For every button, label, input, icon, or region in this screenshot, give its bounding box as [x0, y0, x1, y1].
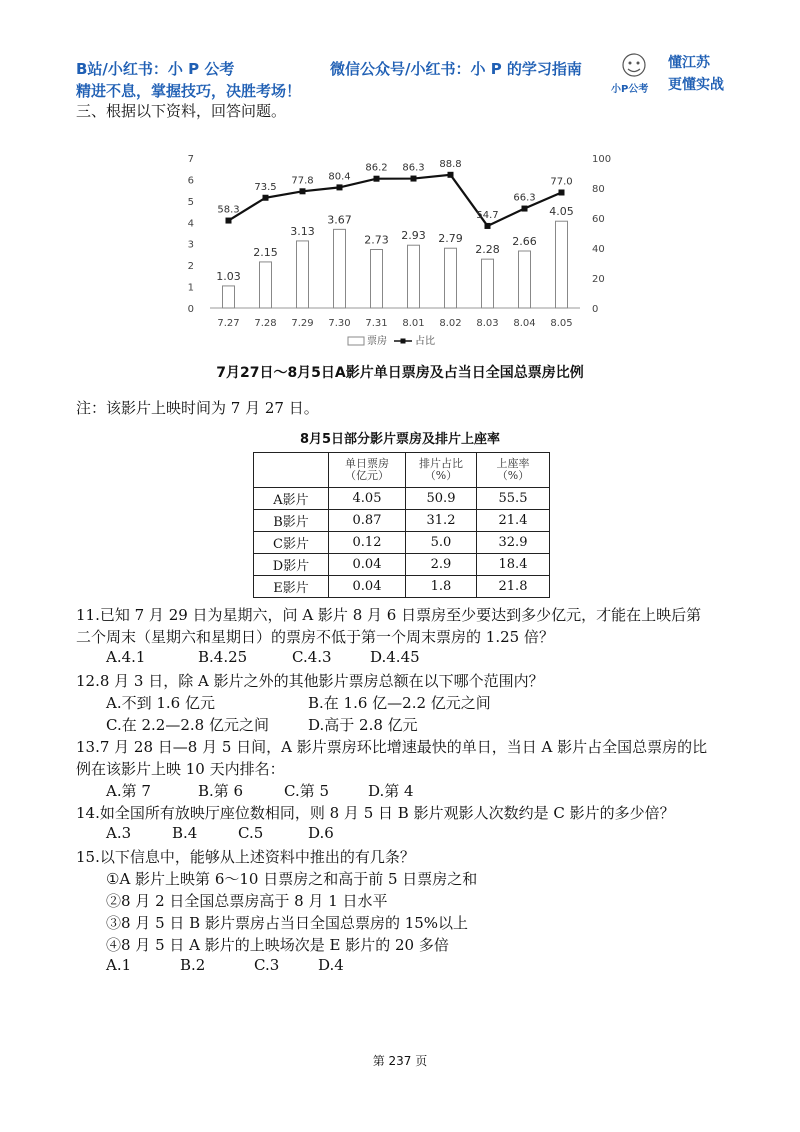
table-cell: 0.04 [329, 576, 406, 598]
option-d: D.高于 2.8 亿元 [308, 716, 418, 734]
bar-data-label: 2.93 [401, 229, 426, 243]
line-point [411, 176, 417, 182]
note-text: 注：该影片上映时间为 7 月 27 日。 [76, 399, 319, 417]
line-point [485, 223, 491, 229]
line-point [337, 184, 343, 190]
legend-bar-label: 票房 [367, 336, 387, 347]
right-tick-label: 0 [592, 304, 599, 315]
table-header-row [254, 453, 550, 488]
x-tick-label: 8.01 [402, 318, 425, 329]
line-data-label: 73.5 [254, 181, 277, 193]
table-row [254, 576, 550, 598]
option-c: C.第 5 [284, 782, 330, 800]
option-c: C.4.3 [292, 648, 332, 666]
option-b: B.2 [180, 956, 206, 974]
line-data-label: 58.3 [217, 204, 240, 216]
q13-text-line2: 例在该影片上映 10 天内排名： [76, 760, 285, 778]
table-cell: 1.8 [406, 576, 477, 598]
bar [371, 250, 383, 309]
line-data-label: 77.0 [550, 176, 573, 188]
option-b: B.4 [172, 824, 198, 842]
line-point [374, 176, 380, 182]
q11-text-line2: 二个周末（星期六和星期日）的票房不低于第一个周末票房的 1.25 倍？ [76, 628, 554, 646]
table-row [254, 488, 550, 510]
q15-item-1: ①A 影片上映第 6～10 日票房之和高于前 5 日票房之和 [106, 870, 478, 888]
legend-line-marker [401, 339, 406, 344]
line-point [559, 190, 565, 196]
bar-data-label: 2.73 [364, 233, 389, 247]
option-d: D.第 4 [368, 782, 414, 800]
q14-text-line1: 14.如全国所有放映厅座位数相同，则 8 月 5 日 B 影片观影人次数约是 C 影片的多少倍？ [76, 804, 675, 822]
x-tick-label: 8.02 [439, 318, 462, 329]
x-tick-label: 7.29 [291, 318, 314, 329]
legend-bar-swatch [348, 337, 364, 345]
right-tick-label: 40 [592, 244, 605, 255]
line-point [263, 195, 269, 201]
left-tick-label: 0 [187, 304, 194, 315]
table-cell: B影片 [254, 510, 329, 532]
bar [223, 286, 235, 308]
x-tick-label: 8.04 [513, 318, 536, 329]
bar-data-label: 3.67 [327, 213, 352, 227]
right-tick-label: 100 [592, 154, 612, 165]
right-tick-label: 20 [592, 274, 605, 285]
table-cell: E影片 [254, 576, 329, 598]
option-b: B.4.25 [198, 648, 248, 666]
bar [556, 221, 568, 308]
data-table [253, 452, 550, 598]
option-c: C.5 [238, 824, 264, 842]
left-tick-label: 2 [187, 261, 194, 273]
series-line [229, 175, 562, 226]
header-cell [254, 453, 329, 488]
table-cell: C影片 [254, 532, 329, 554]
bar-data-label: 2.28 [475, 243, 500, 257]
table-row [254, 554, 550, 576]
option-a: A.第 7 [106, 782, 151, 800]
line-data-label: 88.8 [439, 158, 462, 170]
logo-text-line2: 更懂实战 [668, 77, 724, 93]
x-tick-label: 7.31 [365, 318, 388, 329]
table-title: 8月5日部分影片票房及排片上座率 [299, 432, 501, 447]
line-data-label: 54.7 [476, 209, 499, 221]
option-b: B.在 1.6 亿—2.2 亿元之间 [308, 694, 491, 712]
q15-text-line1: 15.以下信息中，能够从上述资料中推出的有几条？ [76, 848, 415, 866]
table-cell: 0.12 [329, 532, 406, 554]
right-tick-label: 60 [592, 214, 605, 225]
header-left-line2: 精进不息，掌握技巧，决胜考场！ [76, 82, 302, 100]
line-data-label: 86.3 [402, 162, 425, 174]
left-tick-label: 3 [187, 239, 194, 251]
bar [482, 259, 494, 308]
left-tick-label: 7 [187, 154, 194, 165]
line-data-label: 80.4 [328, 171, 351, 183]
header-cell: 上座率 （%） [477, 453, 550, 488]
header-cell: 单日票房 （亿元） [329, 453, 406, 488]
bar-data-label: 2.15 [253, 245, 278, 259]
table-cell: 0.87 [329, 510, 406, 532]
option-b: B.第 6 [198, 782, 244, 800]
x-tick-label: 7.28 [254, 318, 277, 329]
chart-title: 7月27日～8月5日A影片单日票房及占当日全国总票房比例 [216, 365, 584, 381]
x-tick-label: 8.05 [550, 318, 573, 329]
line-point [300, 188, 306, 194]
x-tick-label: 8.03 [476, 318, 499, 329]
logo-icon [616, 50, 652, 80]
option-c: C.3 [254, 956, 280, 974]
q15-item-3: ③8 月 5 日 B 影片票房占当日全国总票房的 15%以上 [106, 914, 469, 932]
table-cell: 32.9 [477, 532, 550, 554]
combo-chart [172, 148, 612, 358]
table-cell: 4.05 [329, 488, 406, 510]
bar [519, 251, 531, 308]
table-row [254, 532, 550, 554]
logo-small-text: 小P公考 [611, 84, 649, 95]
table-cell: 31.2 [406, 510, 477, 532]
q15-item-4: ④8 月 5 日 A 影片的上映场次是 E 影片的 20 多倍 [106, 936, 449, 954]
q11-text-line1: 11.已知 7 月 29 日为星期六，问 A 影片 8 月 6 日票房至少要达到多少亿元，才能在上映后第 [76, 606, 702, 624]
bar-data-label: 4.05 [549, 205, 574, 219]
option-d: D.4 [318, 956, 344, 974]
x-tick-label: 7.30 [328, 318, 351, 329]
table-cell: 21.8 [477, 576, 550, 598]
option-a: A.3 [106, 824, 132, 842]
right-tick-label: 80 [592, 184, 605, 195]
q13-text-line1: 13.7 月 28 日—8 月 5 日间，A 影片票房环比增速最快的单日，当日 A 影片占全国总票房的比 [76, 738, 708, 756]
line-point [226, 218, 232, 224]
table-cell: 18.4 [477, 554, 550, 576]
q15-item-2: ②8 月 2 日全国总票房高于 8 月 1 日水平 [106, 892, 388, 910]
x-tick-label: 7.27 [217, 318, 240, 329]
bar-data-label: 2.66 [512, 235, 537, 248]
left-tick-label: 4 [187, 218, 194, 230]
table-cell: 0.04 [329, 554, 406, 576]
option-a: A.1 [106, 956, 132, 974]
option-a: A.不到 1.6 亿元 [106, 694, 215, 712]
header-cell: 排片占比 （%） [406, 453, 477, 488]
line-point [522, 206, 528, 212]
header-left-line1: B站/小红书：小 P 公考 [76, 60, 235, 78]
table-cell: D影片 [254, 554, 329, 576]
bar [260, 262, 272, 308]
bar-data-label: 2.79 [438, 232, 463, 246]
table-cell: 5.0 [406, 532, 477, 554]
bar-data-label: 3.13 [290, 224, 315, 238]
bar [297, 241, 309, 308]
table-cell: 21.4 [477, 510, 550, 532]
left-tick-label: 5 [187, 196, 194, 208]
option-a: A.4.1 [106, 648, 146, 666]
bar [334, 229, 346, 308]
bar-data-label: 1.03 [216, 269, 241, 283]
bar [445, 248, 457, 308]
table-cell: A影片 [254, 488, 329, 510]
line-point [448, 172, 454, 178]
intro-text: 三、根据以下资料，回答问题。 [76, 102, 287, 120]
option-d: D.6 [308, 824, 334, 842]
header-right: 微信公众号/小红书：小 P 的学习指南 [330, 60, 582, 78]
table-cell: 50.9 [406, 488, 477, 510]
option-d: D.4.45 [370, 648, 420, 666]
bar [408, 245, 420, 308]
table-row [254, 510, 550, 532]
option-c: C.在 2.2—2.8 亿元之间 [106, 716, 269, 734]
page-number: 第 237 页 [372, 1054, 428, 1068]
left-tick-label: 6 [187, 175, 194, 187]
line-data-label: 77.8 [291, 175, 314, 187]
table-cell: 55.5 [477, 488, 550, 510]
left-tick-label: 1 [187, 282, 194, 294]
line-data-label: 86.2 [365, 162, 388, 174]
legend-line-label: 占比 [415, 336, 435, 347]
logo-text-line1: 懂江苏 [668, 55, 710, 71]
q12-text-line1: 12.8 月 3 日，除 A 影片之外的其他影片票房总额在以下哪个范围内？ [76, 672, 544, 690]
line-data-label: 66.3 [513, 192, 536, 204]
table-cell: 2.9 [406, 554, 477, 576]
